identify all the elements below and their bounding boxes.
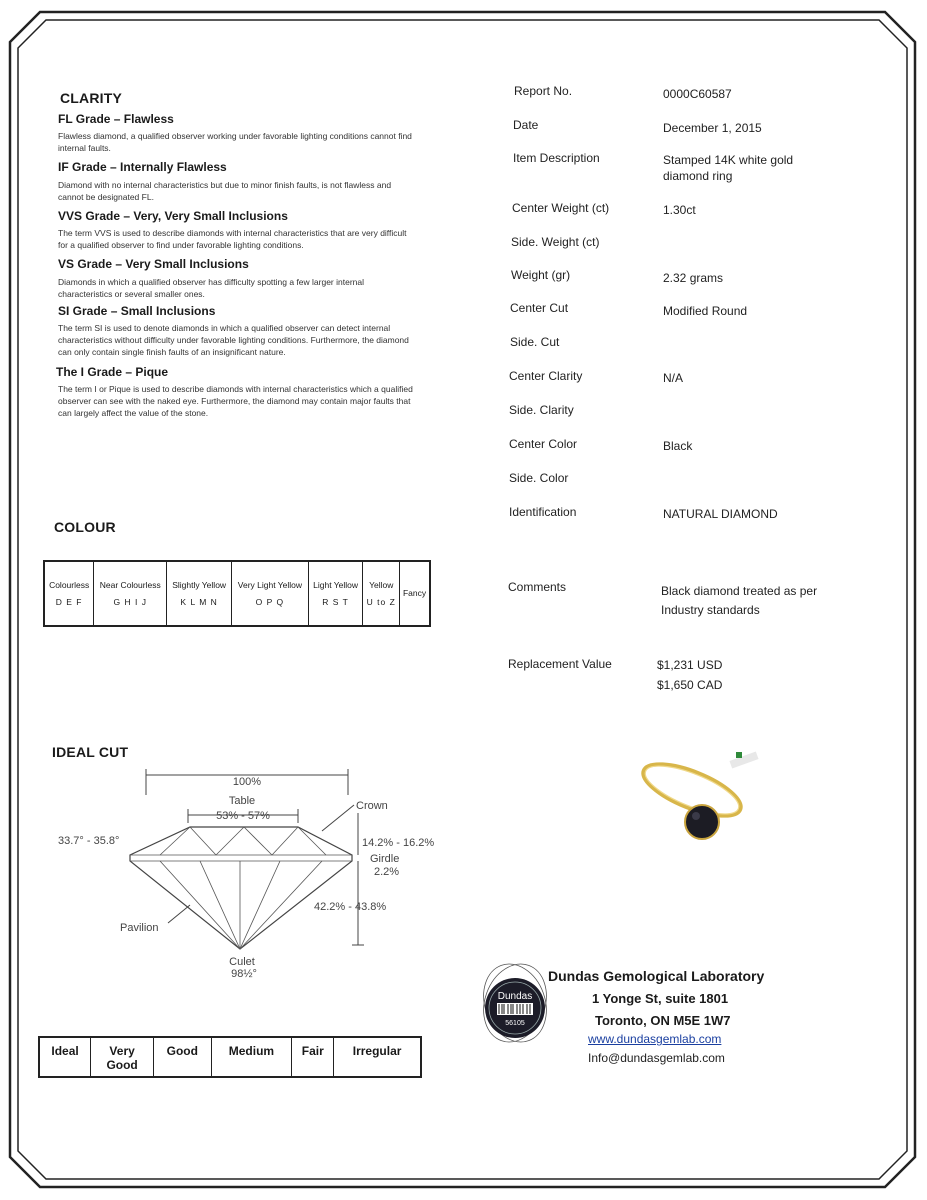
center-weight-value: 1.30ct [663, 203, 696, 217]
pavilion-depth-label: 42.2% - 43.8% [314, 901, 387, 913]
grade-vvs-title: VVS Grade – Very, Very Small Inclusions [58, 209, 288, 223]
grade-i-title: The I Grade – Pique [56, 365, 169, 379]
center-clarity-label: Center Clarity [509, 369, 583, 383]
pavilion-label: Pavilion [120, 922, 159, 934]
identification-label: Identification [509, 505, 577, 519]
replacement-usd: $1,231 USD [657, 658, 723, 672]
girdle-label: Girdle [370, 853, 400, 865]
lab-address-line1: 1 Yonge St, suite 1801 [592, 991, 729, 1006]
date-label: Date [513, 118, 539, 132]
cut-grade-very-good: Very Good [91, 1037, 154, 1077]
crown-label: Crown [356, 800, 388, 812]
girdle-value: 2.2% [374, 866, 400, 878]
grade-si-title: SI Grade – Small Inclusions [58, 304, 216, 318]
report-no-label: Report No. [514, 84, 573, 98]
side-weight-label: Side. Weight (ct) [511, 235, 600, 249]
center-cut-label: Center Cut [510, 301, 569, 315]
weight-gr-value: 2.32 grams [663, 271, 724, 285]
crown-height-label: 14.2% - 16.2% [362, 837, 435, 849]
black-diamond-stone [685, 805, 719, 839]
colour-heading: COLOUR [54, 519, 116, 535]
grade-fl-desc: Flawless diamond, a qualified observer working under favorable lighting conditions cannot find internal faults. [58, 131, 412, 153]
cut-grade-medium: Medium [211, 1037, 292, 1077]
item-description-value: Stamped 14K white gold diamond ring [663, 153, 794, 183]
table-range-label: 53% - 57% [216, 810, 270, 822]
colour-cell-yellow: Yellow U to Z [363, 561, 400, 626]
lab-address-line2: Toronto, ON M5E 1W7 [595, 1013, 731, 1028]
date-value: December 1, 2015 [663, 121, 762, 135]
lab-email: Info@dundasgemlab.com [588, 1051, 725, 1065]
diamond-proportions-diagram [40, 765, 440, 985]
colour-cell-light-yellow: Light Yellow R S T [308, 561, 363, 626]
center-color-value: Black [663, 439, 693, 453]
culet-label: Culet [229, 956, 255, 968]
cut-grade-irregular: Irregular [334, 1037, 421, 1077]
grade-fl-title: FL Grade – Flawless [58, 112, 174, 126]
cut-grade-table [38, 1036, 422, 1078]
report-no-value: 0000C60587 [663, 87, 732, 101]
side-color-label: Side. Color [509, 471, 569, 485]
colour-cell-near-colourless: Near Colourless G H I J [94, 561, 167, 626]
replacement-value-label: Replacement Value [508, 657, 612, 671]
colour-cell-slightly-yellow: Slightly Yellow K L M N [167, 561, 232, 626]
center-weight-label: Center Weight (ct) [512, 201, 610, 215]
table-label: Table [228, 795, 256, 807]
grade-vvs-desc: The term VVS is used to describe diamonds with internal characteristics that are very difficult for a qualified observer to find under favorable lighting conditions. [58, 228, 407, 250]
grade-if-desc: Diamond with no internal characteristics but due to minor finish faults, is not flawless and cannot be designated FL. [58, 180, 392, 202]
grade-si-desc: The term SI is used to denote diamonds in which a qualified observer can detect internal characteristics without difficulty under favorable lighting conditions. Furthermore, the diamond can only contain single finish faults of an insignificant nature. [58, 323, 409, 357]
seal-number: 56105 [505, 1020, 525, 1027]
lab-name: Dundas Gemological Laboratory [548, 968, 765, 984]
cut-grade-fair: Fair [292, 1037, 334, 1077]
culet-value: 98½° [231, 968, 257, 980]
center-color-label: Center Color [509, 437, 578, 451]
comments-value: Black diamond treated as per Industry standards [661, 584, 818, 617]
width-pct-label: 100% [232, 776, 262, 788]
colour-scale-table [43, 560, 431, 627]
center-cut-value: Modified Round [663, 304, 748, 318]
seal-name: Dundas [497, 991, 533, 1002]
diamond-outline [130, 827, 352, 949]
lab-website-link[interactable]: www.dundasgemlab.com [588, 1032, 722, 1046]
lab-seal-logo [470, 955, 560, 1050]
side-clarity-label: Side. Clarity [509, 403, 574, 417]
grade-i-desc: The term I or Pique is used to describe diamonds with internal characteristics which a qualified observer can see with the naked eye. Furthermore, the diamond may contain major faults that can largely affect the value of the stone. [58, 384, 413, 418]
ring-photo [630, 750, 780, 860]
weight-gr-label: Weight (gr) [511, 268, 571, 282]
grade-vs-desc: Diamonds in which a qualified observer has difficulty spotting a few larger internal characteristics or several smaller ones. [58, 277, 365, 299]
grade-vs-title: VS Grade – Very Small Inclusions [58, 257, 249, 271]
comments-label: Comments [508, 580, 567, 594]
crown-angle-label: 33.7° - 35.8° [58, 835, 120, 847]
ideal-cut-heading: IDEAL CUT [52, 744, 129, 760]
grade-if-title: IF Grade – Internally Flawless [58, 160, 227, 174]
center-clarity-value: N/A [663, 371, 684, 385]
colour-cell-fancy: Fancy [400, 561, 430, 626]
cut-grade-good: Good [154, 1037, 211, 1077]
replacement-cad: $1,650 CAD [657, 678, 723, 692]
side-cut-label: Side. Cut [510, 335, 560, 349]
cut-grade-ideal: Ideal [39, 1037, 91, 1077]
item-description-label: Item Description [513, 151, 600, 165]
identification-value: NATURAL DIAMOND [663, 507, 778, 521]
colour-cell-very-light-yellow: Very Light Yellow O P Q [232, 561, 309, 626]
colour-cell-colourless: Colourless D E F [44, 561, 94, 626]
clarity-heading: CLARITY [60, 90, 123, 106]
